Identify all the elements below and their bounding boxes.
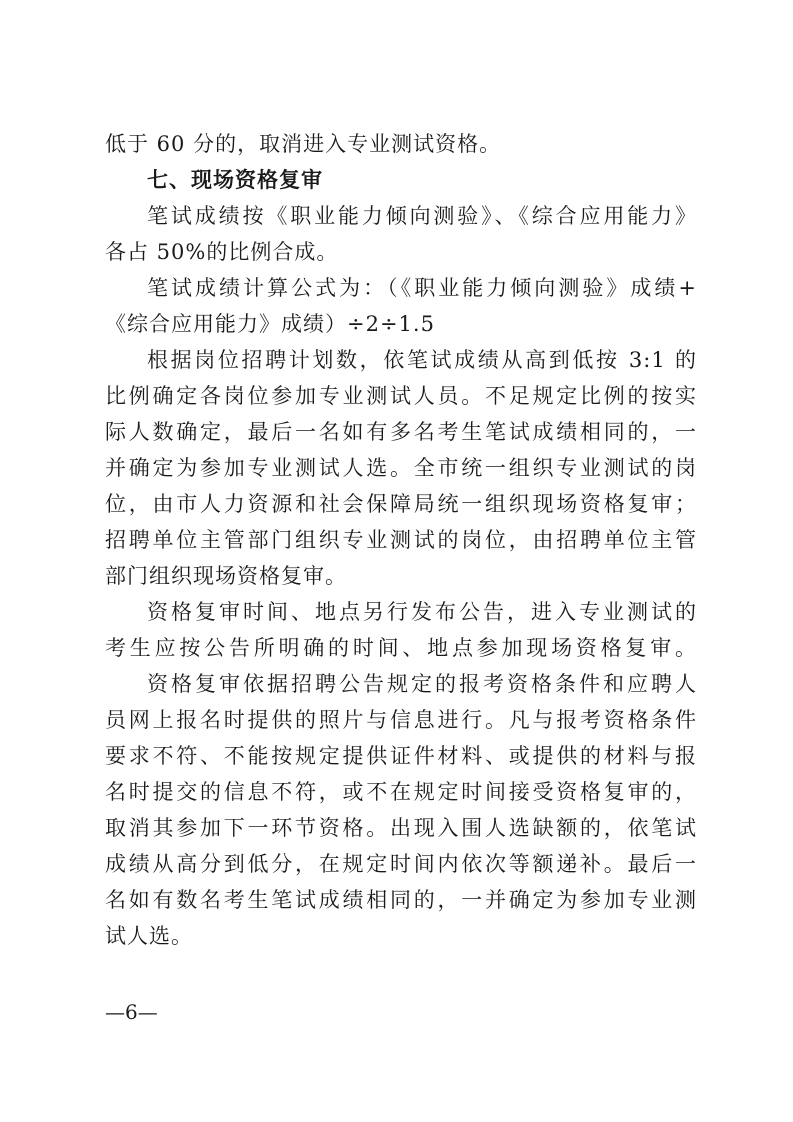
text-line: 要求不符、不能按规定提供证件材料、或提供的材料与报	[105, 744, 697, 768]
text-line: 成绩从高分到低分，在规定时间内依次等额递补。最后一	[105, 852, 697, 876]
text-line: 笔试成绩按《职业能力倾向测验》、《综合应用能力》	[147, 204, 697, 228]
text-line: 招聘单位主管部门组织专业测试的岗位，由招聘单位主管	[105, 528, 697, 552]
text-line: 各占 50%的比例合成。	[105, 240, 339, 264]
text-line: 资格复审依据招聘公告规定的报考资格条件和应聘人	[147, 672, 697, 696]
text-line: 部门组织现场资格复审。	[105, 564, 347, 588]
text-line: 笔试成绩计算公式为：（《职业能力倾向测验》成绩+	[147, 276, 697, 300]
text-line: 资格复审时间、地点另行发布公告，进入专业测试的	[147, 600, 697, 624]
page-number: —6—	[105, 1000, 158, 1024]
text-line: 员网上报名时提供的照片与信息进行。凡与报考资格条件	[105, 708, 697, 732]
text-line: 名如有数名考生笔试成绩相同的，一并确定为参加专业测	[105, 888, 697, 912]
text-line: 名时提交的信息不符，或不在规定时间接受资格复审的，	[105, 780, 697, 804]
text-line: 根据岗位招聘计划数，依笔试成绩从高到低按 3:1 的	[147, 348, 697, 372]
text-line: 低于 60 分的，取消进入专业测试资格。	[105, 132, 502, 156]
text-line: 比例确定各岗位参加专业测试人员。不足规定比例的按实	[105, 384, 697, 408]
text-line: 际人数确定，最后一名如有多名考生笔试成绩相同的，一	[105, 420, 697, 444]
body-text	[105, 126, 697, 954]
text-line: 试人选。	[105, 924, 193, 948]
text-line: 并确定为参加专业测试人选。全市统一组织专业测试的岗	[105, 456, 697, 480]
section-heading: 七、现场资格复审	[147, 168, 323, 192]
text-line: 《综合应用能力》成绩）÷2÷1.5	[105, 312, 435, 336]
text-line: 位，由市人力资源和社会保障局统一组织现场资格复审；	[105, 492, 697, 516]
text-line: 考生应按公告所明确的时间、地点参加现场资格复审。	[105, 636, 697, 660]
text-line: 取消其参加下一环节资格。出现入围人选缺额的，依笔试	[105, 816, 697, 840]
